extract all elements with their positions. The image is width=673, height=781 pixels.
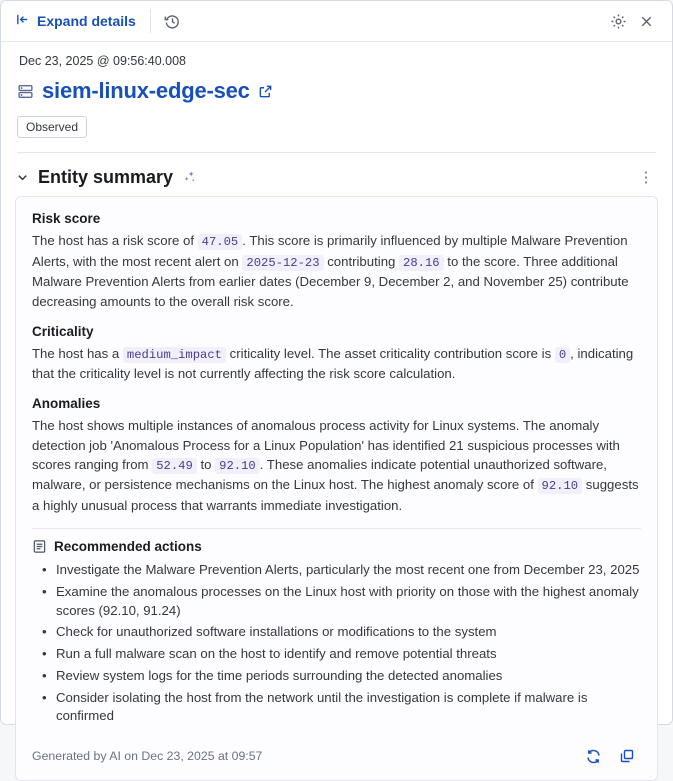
entity-summary-panel	[15, 196, 658, 781]
summary-footer-actions	[579, 742, 641, 770]
anomaly-score-low: 52.49	[152, 458, 197, 474]
risk-text-4: to the score. Three additional Malware Prevention Alerts from earlier dates (December 9, December 2, and November 25) contribute decreasing amounts to the overall risk score.	[32, 253, 629, 309]
expand-details-button[interactable]	[11, 8, 142, 34]
refresh-icon[interactable]	[579, 742, 607, 770]
anomaly-score-top: 92.10	[538, 478, 583, 494]
risk-text-2: . This score is primarily influenced by multiple Malware Prevention Alerts, with the most recent alert on	[32, 233, 628, 269]
list-item: • Consider isolating the host from the network until the investigation is complete if malware is confirmed	[54, 689, 641, 726]
generated-by-label: Generated by AI on Dec 23, 2025 at 09:57	[32, 749, 263, 764]
anomalies-text-4: suggests a highly unusual process that warrants immediate investigation.	[32, 477, 639, 514]
checklist-icon	[32, 539, 47, 554]
entity-title-row	[17, 78, 656, 104]
entity-header	[1, 42, 672, 153]
criticality-text-2: criticality level. The asset criticality contribution score is	[229, 345, 552, 361]
criticality-block	[32, 324, 641, 384]
ai-sparkle-icon	[181, 169, 198, 186]
toolbar-divider	[150, 9, 151, 33]
gear-icon[interactable]	[604, 7, 632, 35]
close-icon[interactable]	[632, 7, 660, 35]
collapse-left-icon	[15, 12, 30, 30]
risk-text-3: contributing	[327, 253, 396, 269]
status-badge: Observed	[17, 116, 87, 138]
criticality-level-value: medium_impact	[123, 347, 226, 363]
recommended-actions-block	[32, 539, 641, 726]
anomaly-score-high: 92.10	[215, 458, 260, 474]
flyout-toolbar	[1, 1, 672, 42]
recommended-actions-title: Recommended actions	[54, 539, 202, 555]
anomalies-text-1: The host shows multiple instances of anomalous process activity for Linux systems. The anomaly detection job 'Anomalous Process for a Linux Population' has identified 21 suspicious processes with scores ranging from	[32, 418, 620, 472]
host-server-icon	[17, 83, 34, 100]
external-link-icon[interactable]	[258, 84, 273, 99]
criticality-text	[32, 344, 641, 384]
anomalies-text-3: . These anomalies indicate potential unauthorized software, malware, or persistence mechanisms on the Linux host. The highest anomaly score of	[32, 456, 607, 493]
risk-score-text	[32, 231, 641, 311]
panel-divider	[32, 528, 641, 529]
recommended-actions-list	[32, 561, 641, 726]
more-options-icon[interactable]: ⋮	[638, 168, 654, 186]
list-item: • Run a full malware scan on the host to identify and remove potential threats	[54, 645, 641, 664]
copy-icon[interactable]	[613, 742, 641, 770]
risk-contribution-value: 28.16	[399, 255, 444, 271]
criticality-score-value: 0	[555, 347, 570, 363]
risk-score-value: 47.05	[198, 234, 243, 250]
list-item: • Examine the anomalous processes on the Linux host with priority on those with the highest anomaly scores (92.10, 91.24)	[54, 583, 641, 620]
risk-text-1: The host has a risk score of	[32, 233, 194, 248]
criticality-title: Criticality	[32, 323, 94, 339]
summary-footer	[32, 740, 641, 770]
chevron-down-icon[interactable]	[15, 170, 30, 185]
criticality-text-3: , indicating that the criticality level is not currently affecting the risk score calculation.	[32, 345, 634, 382]
history-clock-icon[interactable]	[159, 7, 187, 35]
recommended-actions-header	[32, 539, 641, 554]
list-item: • Review system logs for the time periods surrounding the detected anomalies	[54, 667, 641, 686]
entity-summary-header	[1, 153, 672, 196]
page-title[interactable]: siem-linux-edge-sec	[42, 78, 250, 103]
list-item: • Investigate the Malware Prevention Alerts, particularly the most recent one from December 23, 2025	[54, 561, 641, 580]
anomalies-title: Anomalies	[32, 396, 101, 412]
anomalies-block	[32, 396, 641, 515]
list-item: • Check for unauthorized software installations or modifications to the system	[54, 623, 641, 642]
event-timestamp: Dec 23, 2025 @ 09:56:40.008	[19, 54, 186, 68]
criticality-text-1: The host has a	[32, 345, 120, 361]
expand-details-label: Expand details	[37, 13, 136, 29]
anomalies-text-2: to	[200, 456, 212, 472]
risk-score-title: Risk score	[32, 211, 101, 226]
anomalies-text	[32, 416, 641, 515]
risk-alert-date: 2025-12-23	[242, 255, 323, 271]
entity-summary-title: Entity summary	[38, 167, 174, 187]
risk-score-block	[32, 211, 641, 311]
